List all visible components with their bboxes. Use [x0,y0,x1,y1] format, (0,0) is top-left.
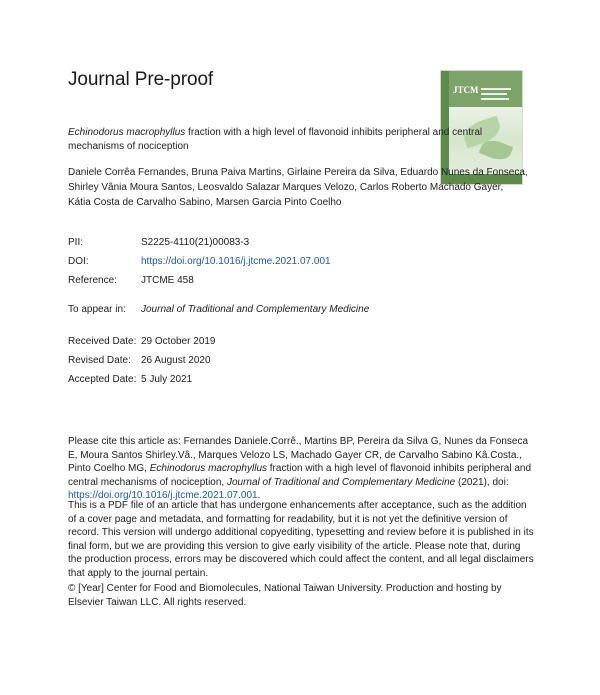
appear-label: To appear in: [68,304,126,315]
citation-paragraph [68,435,536,503]
cover-line [481,88,511,90]
accepted-value: 5 July 2021 [141,374,193,385]
citation-text: fraction with a high level of flavonoid inhibits peripheral and central mechanisms of nociception, [68,463,532,488]
journal-name: Journal of Traditional and Complementary Medicine [141,304,370,315]
received-value: 29 October 2019 [141,336,216,347]
cover-logo: JTCM [453,85,479,95]
received-label: Received Date: [68,336,137,347]
accepted-label: Accepted Date: [68,374,137,385]
reference-value: JTCME 458 [141,275,194,286]
copyright-notice: © [Year] Center for Food and Biomolecules, National Taiwan University. Production and hosting by Elsevier Taiwan LLC. All rights reserved. [68,583,502,608]
citation-end: . [257,490,261,501]
citation-doi-link[interactable]: https://doi.org/10.1016/j.jtcme.2021.07.001 [68,490,258,501]
citation-text: Please cite this article as: Fernandes Daniele.Corrê., Martins BP, Pereira da Silva G, Nunes da Fonseca E, Moura Santos Shirley.Vâ., Marques Velozo LS, Machado Gayer CR, de Carvalho Sabino Kâ.Costa., Pinto Coelho MG, [68,436,529,474]
revised-value: 26 August 2020 [141,355,211,366]
citation-journal: Journal of Traditional and Complementary Medicine [226,476,456,488]
article-title-rest: fraction with a high level of flavonoid inhibits peripheral and central mechanisms of nociception [68,127,483,152]
cover-line [481,93,507,95]
author-list: Daniele Corrêa Fernandes, Bruna Paiva Martins, Girlaine Pereira da Silva, Eduardo Nunes da Fonseca, Shirley Vânia Moura Santos, Leosvaldo Salazar Marques Velozo, Carlos Roberto Machado Gayer, Kátia Costa de Carvalho Sabino, Marsen Garcia Pinto Coelho [68,167,528,208]
page-title: Journal Pre-proof [68,69,214,90]
revised-label: Revised Date: [68,355,131,366]
reference-label: Reference: [68,275,117,286]
pii-label: PII: [68,237,84,248]
article-title-species: Echinodorus macrophyllus [68,127,186,138]
article-title [68,126,488,154]
doi-label: DOI: [68,256,89,267]
doi-link[interactable]: https://doi.org/10.1016/j.jtcme.2021.07.001 [141,256,331,267]
pre-proof-notice: This is a PDF file of an article that has undergone enhancements after acceptance, such as the addition of a cover page and metadata, and formatting for readability, but it is not yet the definitive version of record. This version will undergo additional copyediting, typesetting and review before it is published in its final form, but we are providing this version to give early visibility of the article. Please note that, during the production process, errors may be discovered which could affect the content, and all legal disclaimers that apply to the journal pertain. [68,500,534,579]
pii-value: S2225-4110(21)00083-3 [141,237,250,248]
citation-species: Echinodorus macrophyllus [149,463,267,474]
citation-text: (2021), doi: [455,476,509,488]
cover-line [481,98,509,100]
